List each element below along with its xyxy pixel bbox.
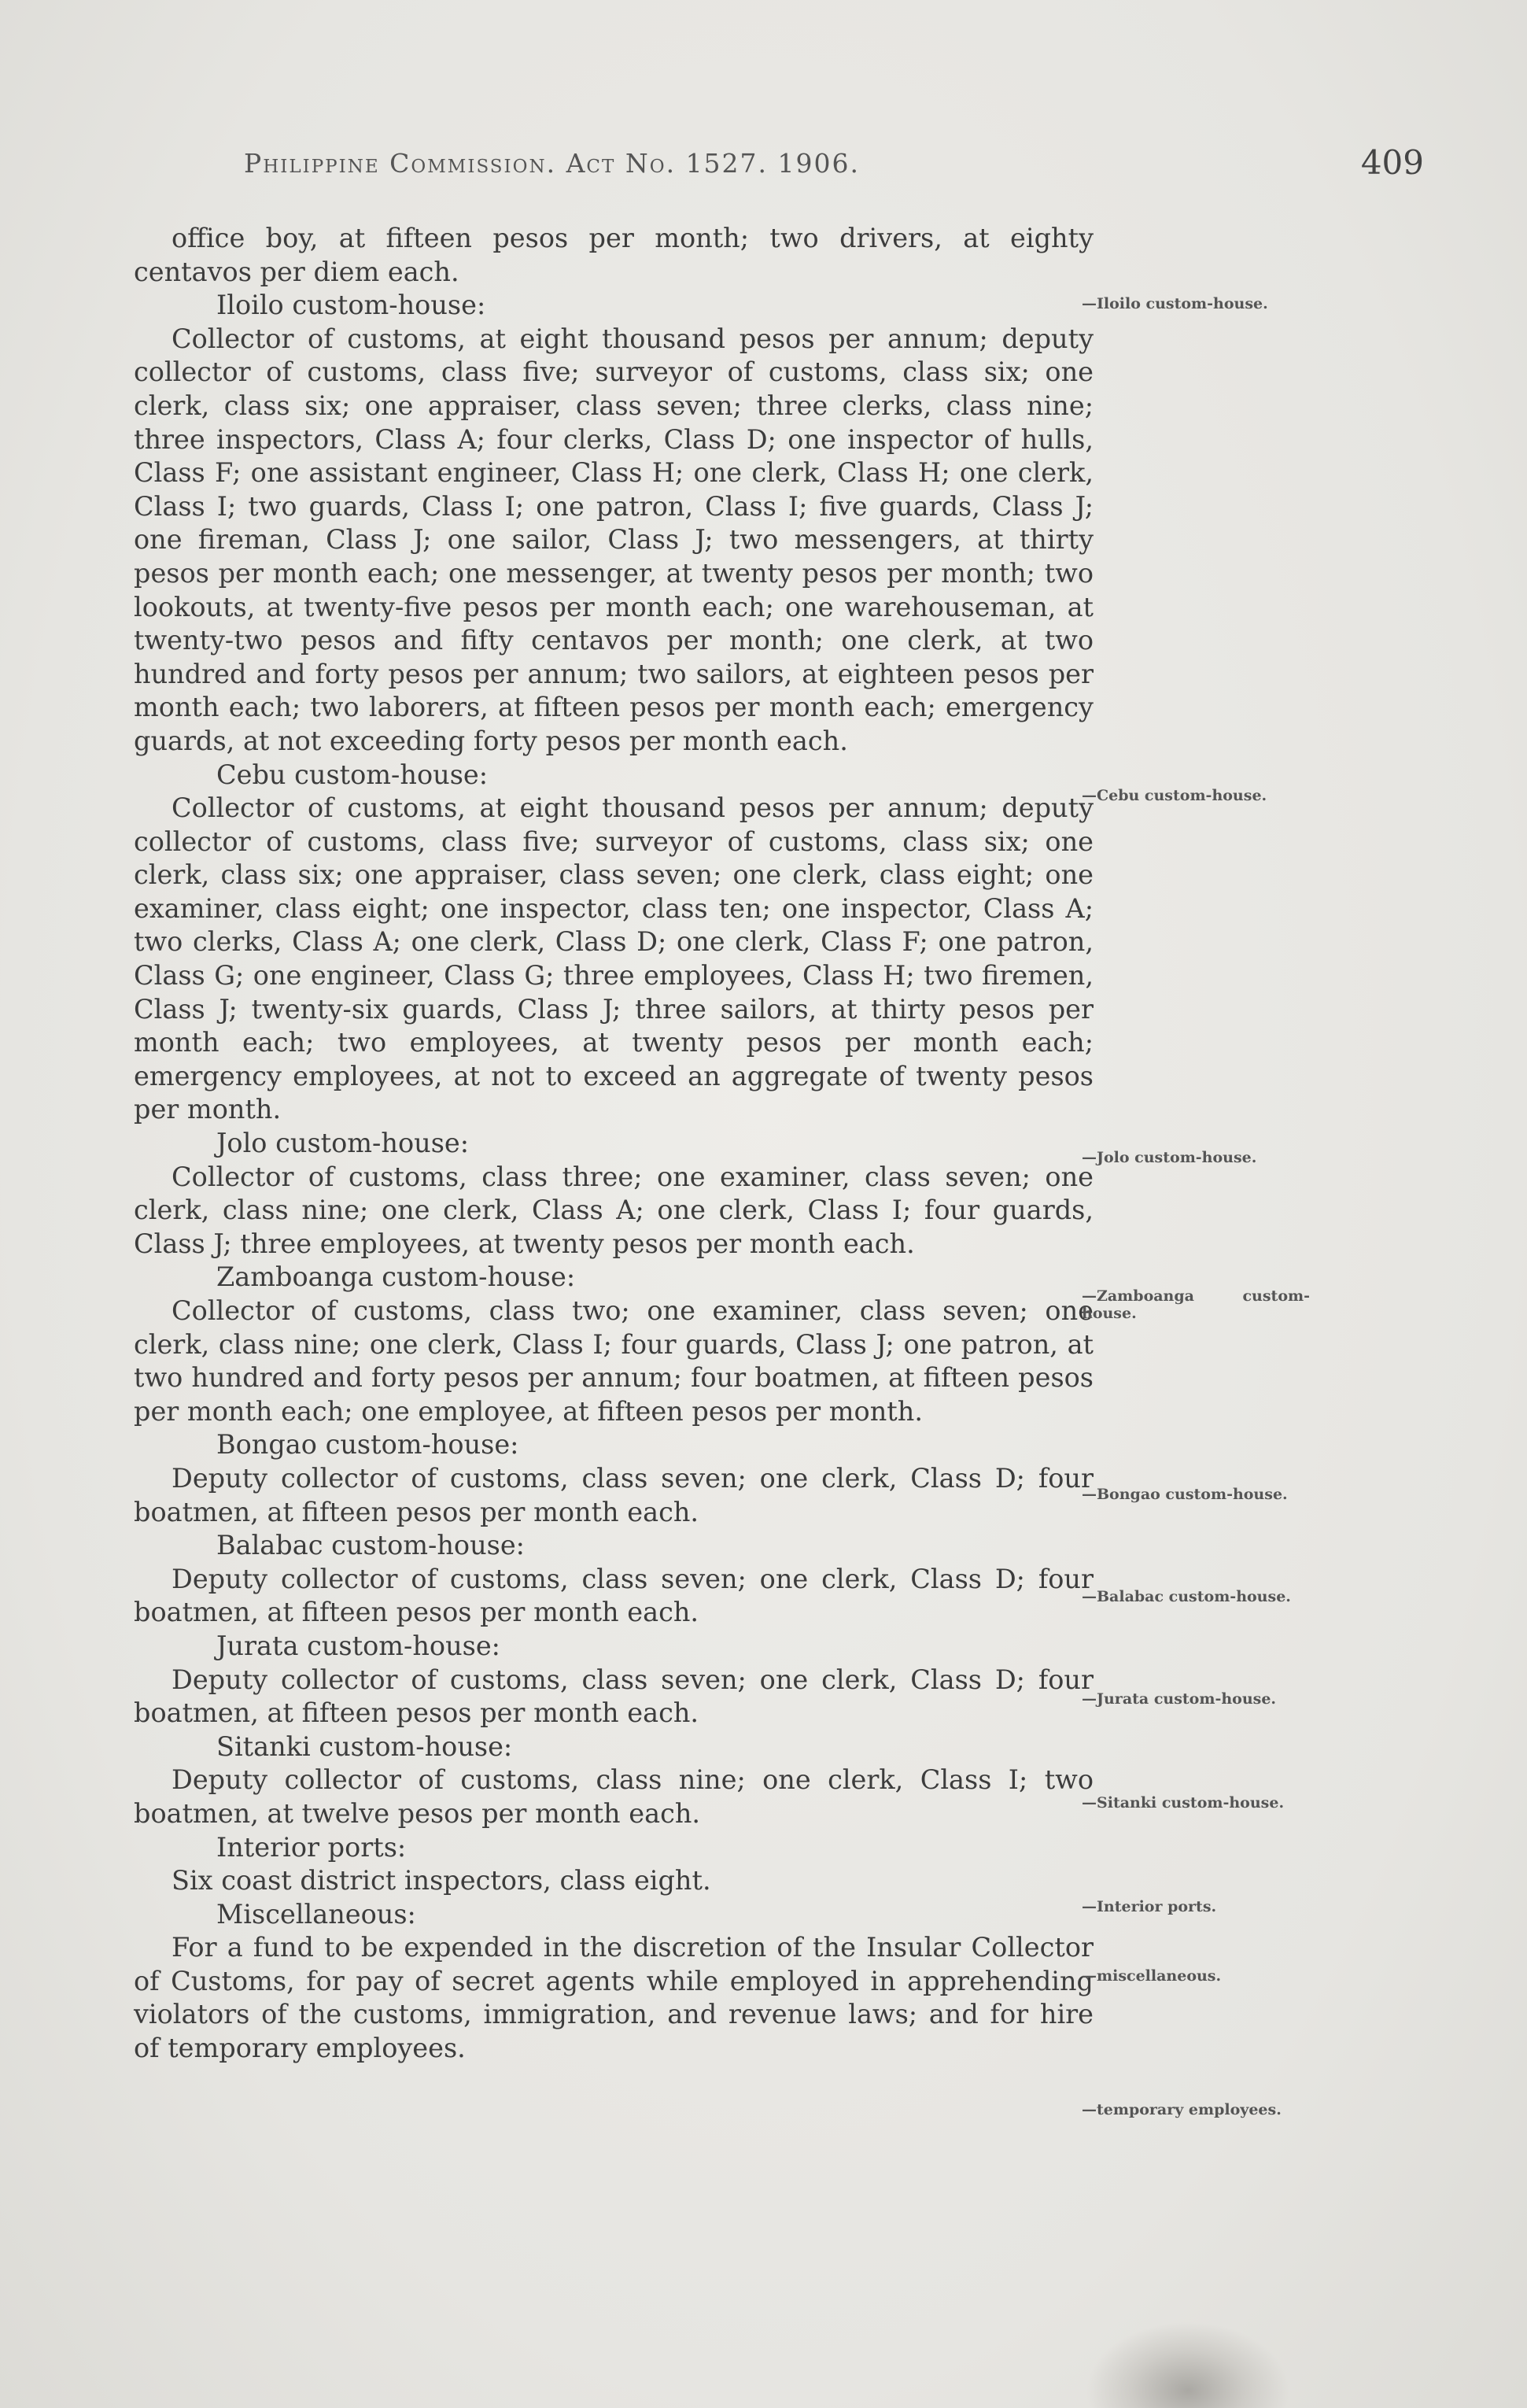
section-heading-jolo: Jolo custom-house: xyxy=(216,1128,469,1159)
paragraph: Collector of customs, class two; one examiner, class seven; one clerk, class nine; one clerk, Class I; four guards, Class J; one patron, at two hundred and forty pesos per annum; four boatmen, at fifteen pesos per month each; one employee, at fifteen pesos per month. xyxy=(134,1295,1094,1427)
page-header xyxy=(244,143,1424,195)
margin-note-jolo: —Jolo custom-house. xyxy=(1082,1149,1257,1166)
section-heading-bongao: Bongao custom-house: xyxy=(216,1429,519,1461)
body-text xyxy=(134,222,1094,2066)
paragraph: Deputy collector of customs, class seven; one clerk, Class D; four boatmen, at fifteen pesos per month each. xyxy=(134,1664,1094,1729)
section-heading-cebu: Cebu custom-house: xyxy=(216,759,488,790)
margin-note-bongao: —Bongao custom-house. xyxy=(1082,1486,1288,1503)
margin-note-iloilo: —Iloilo custom-house. xyxy=(1082,295,1268,312)
section-heading-interior-ports: Interior ports: xyxy=(216,1831,407,1863)
section-heading-zamboanga: Zamboanga custom-house: xyxy=(216,1261,576,1293)
paragraph: office boy, at fifteen pesos per month; two drivers, at eighty centavos per diem each. xyxy=(134,223,1094,287)
paragraph: For a fund to be expended in the discretion of the Insular Collector of Customs, for pay of secret agents while employed in apprehending violators of the customs, immigration, and revenue laws; and for hire of temporary employees. xyxy=(134,1932,1094,2064)
margin-note-sitanki: —Sitanki custom-house. xyxy=(1082,1794,1285,1812)
paragraph: Deputy collector of customs, class seven; one clerk, Class D; four boatmen, at fifteen pesos per month each. xyxy=(134,1462,1094,1527)
margin-note-temporary-employees: —temporary employees. xyxy=(1082,2101,1282,2118)
section-heading-balabac: Balabac custom-house: xyxy=(216,1530,525,1561)
margin-note-interior-ports: —Interior ports. xyxy=(1082,1898,1217,1915)
paragraph: Collector of customs, class three; one examiner, class seven; one clerk, class nine; one clerk, Class A; one clerk, Class I; four guards, Class J; three employees, at twenty pesos per month each. xyxy=(134,1161,1094,1259)
scan-smudge xyxy=(1086,2321,1290,2408)
section-heading-miscellaneous: Miscellaneous: xyxy=(216,1898,416,1930)
paragraph: Six coast district inspectors, class eight. xyxy=(172,1865,711,1896)
margin-note-miscellaneous: —miscellaneous. xyxy=(1082,1967,1222,1985)
paragraph: Collector of customs, at eight thousand pesos per annum; deputy collector of customs, class five; surveyor of customs, class six; one clerk, class six; one appraiser, class seven; three clerks, class nine; three inspectors, Class A; four clerks, Class D; one inspector of hulls, Class F; one assistant engineer, Class H; one clerk, Class H; one clerk, Class I; two guards, Class I; one patron, Class I; five guards, Class J; one fireman, Class J; one sailor, Class J; two messengers, at thirty pesos per month each; one messenger, at twenty pesos per month; two lookouts, at twenty-five pesos per month each; one warehouseman, at twenty-two pesos and fifty centavos per month; one clerk, at two hundred and forty pesos per annum; two sailors, at eighteen pesos per month each; two laborers, at fifteen pesos per month each; emergency guards, at not exceeding forty pesos per month each. xyxy=(134,323,1094,756)
paragraph: Deputy collector of customs, class seven; one clerk, Class D; four boatmen, at fifteen pesos per month each. xyxy=(134,1563,1094,1628)
section-heading-jurata: Jurata custom-house: xyxy=(216,1630,500,1661)
paragraph: Deputy collector of customs, class nine; one clerk, Class I; two boatmen, at twelve pesos per month each. xyxy=(134,1764,1094,1829)
margin-note-zamboanga: —Zamboanga custom-house. xyxy=(1082,1287,1310,1322)
margin-note-balabac: —Balabac custom-house. xyxy=(1082,1588,1291,1605)
section-heading-iloilo: Iloilo custom-house: xyxy=(216,290,486,321)
page-number: 409 xyxy=(1360,143,1424,182)
section-heading-sitanki: Sitanki custom-house: xyxy=(216,1730,513,1762)
paragraph: Collector of customs, at eight thousand pesos per annum; deputy collector of customs, class five; surveyor of customs, class six; one clerk, class six; one appraiser, class seven; one clerk, class eight; one examiner, class eight; one inspector, class ten; one inspector, Class A; two clerks, Class A; one clerk, Class D; one clerk, Class F; one patron, Class G; one engineer, Class G; three employees, Class H; two firemen, Class J; twenty-six guards, Class J; three sailors, at thirty pesos per month each; two employees, at twenty pesos per month each; emergency employees, at not to exceed an aggregate of twenty pesos per month. xyxy=(134,792,1094,1125)
margin-note-jurata: —Jurata custom-house. xyxy=(1082,1690,1277,1708)
margin-note-cebu: —Cebu custom-house. xyxy=(1082,787,1267,804)
running-head: Philippine Commission. Act No. 1527. 1906. xyxy=(244,148,860,179)
